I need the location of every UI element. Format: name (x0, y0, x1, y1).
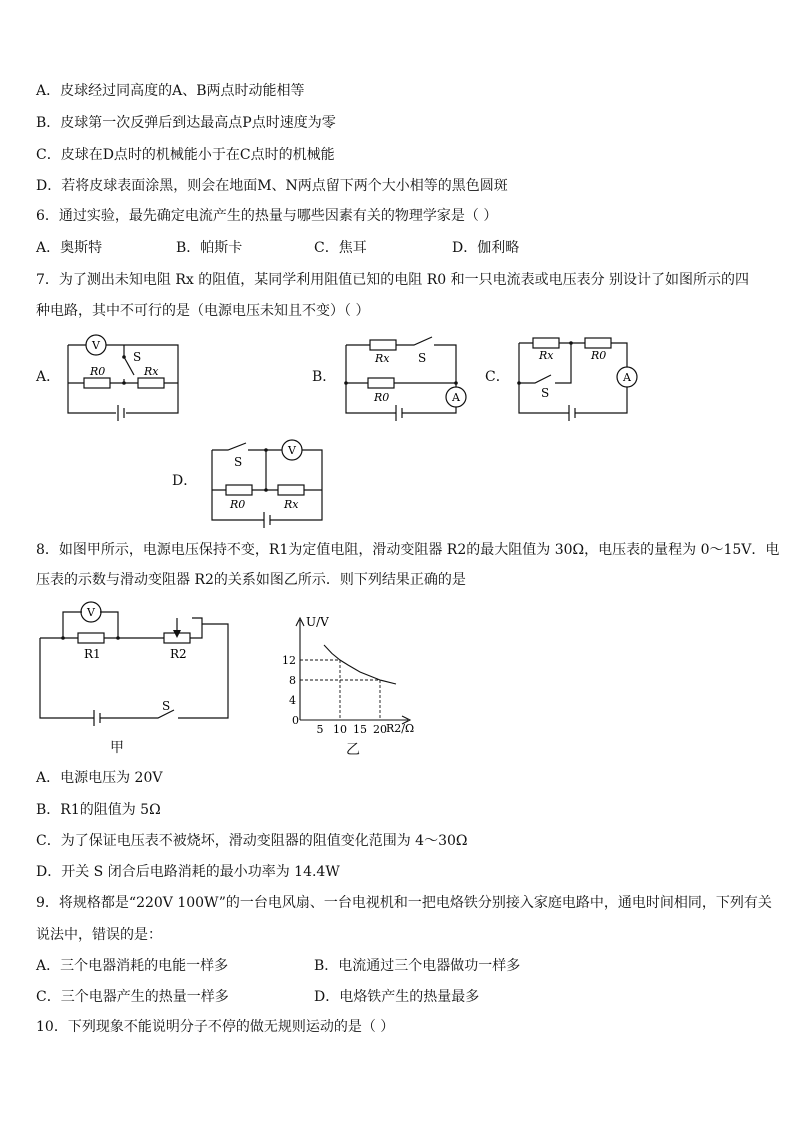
q8-voltmeter-symbol: V (87, 606, 95, 619)
q5-option-b: B．皮球第一次反弹后到达最高点P点时速度为零 (36, 115, 336, 131)
q5-option-c: C．皮球在D点时的机械能小于在C点时的机械能 (36, 147, 335, 163)
q7-circuit-c (515, 335, 640, 420)
q9-stem-line1: 9．将规格都是“220V 100W”的一台电风扇、一台电视机和一把电烙铁分别接入家庭电路中，通电时间相同，下列有关 (36, 895, 772, 911)
q7b-rx-label: Rx (375, 352, 390, 365)
q7c-rx-label: Rx (539, 349, 554, 362)
q7-label-b: B． (312, 369, 337, 385)
q8-curve-line (324, 645, 396, 684)
q8-x-tick-10: 10 (333, 723, 347, 736)
q8-y-tick-4: 4 (289, 694, 296, 707)
q6-option-c: C．焦耳 (314, 240, 367, 256)
q7c-switch-label: S (541, 386, 550, 400)
q8-r2-label: R2 (170, 647, 187, 661)
q8-stem-line2: 压表的示数与滑动变阻器 R2的关系如图乙所示．则下列结果正确的是 (36, 572, 466, 588)
q8-y-axis-label: U/V (306, 615, 329, 629)
q7b-switch-label: S (418, 351, 427, 365)
q8-x-axis-label: R2/Ω (386, 722, 415, 735)
q7c-r0-label: R0 (591, 349, 607, 362)
q8-circuit-jia (36, 598, 236, 728)
q7a-r0-label: R0 (90, 365, 106, 378)
q10-stem: 10．下列现象不能说明分子不停的做无规则运动的是（ ） (36, 1019, 395, 1035)
q7-stem-line2: 种电路，其中不可行的是（电源电压未知且不变）（ ） (36, 303, 370, 319)
q7b-ammeter-symbol: A (452, 391, 460, 404)
q7a-rx-label: Rx (144, 365, 159, 378)
q8-origin-label: 0 (292, 714, 299, 727)
q9-stem-line2: 说法中，错误的是： (36, 927, 162, 943)
q8-y-tick-12: 12 (282, 654, 296, 667)
q7d-voltmeter-symbol: V (288, 444, 296, 457)
q8-option-a: A．电源电压为 20V (36, 770, 163, 786)
q6-option-d: D．伽利略 (452, 240, 520, 256)
q8-guide-line-1 (300, 660, 340, 720)
q9-option-a: A．三个电器消耗的电能一样多 (36, 958, 229, 974)
q7-circuit-d (208, 440, 328, 530)
q5-option-a: A．皮球经过同高度的A、B两点时动能相等 (36, 83, 305, 99)
q8-option-d: D．开关 S 闭合后电路消耗的最小功率为 14.4W (36, 864, 340, 880)
q7b-r0-label: R0 (374, 391, 390, 404)
q5-option-d: D．若将皮球表面涂黑，则会在地面M、N两点留下两个大小相等的黑色圆斑 (36, 178, 508, 194)
q6-stem: 6．通过实验，最先确定电流产生的热量与哪些因素有关的物理学家是（ ） (36, 208, 498, 224)
q8-option-c: C．为了保证电压表不被烧坏，滑动变阻器的阻值变化范围为 4～30Ω (36, 833, 468, 849)
q8-y-tick-8: 8 (289, 674, 296, 687)
q8-option-b: B．R1的阻值为 5Ω (36, 802, 161, 818)
q8-x-tick-20: 20 (373, 723, 387, 736)
q7c-ammeter-symbol: A (623, 371, 631, 384)
q7-label-c: C． (485, 369, 510, 385)
q8-x-tick-15: 15 (353, 723, 367, 736)
q8-caption-yi: 乙 (346, 742, 360, 758)
q6-option-a: A．奥斯特 (36, 240, 103, 256)
q9-option-b: B．电流通过三个电器做功一样多 (314, 958, 521, 974)
q7-circuit-a (60, 335, 190, 420)
q8-graph-yi (280, 612, 430, 742)
q7a-voltmeter-symbol: V (92, 339, 100, 352)
q7d-switch-label: S (234, 455, 243, 469)
q7-circuit-b (340, 335, 465, 420)
q6-option-b: B．帕斯卡 (176, 240, 243, 256)
q7d-rx-label: Rx (284, 498, 299, 511)
q8-r1-label: R1 (84, 647, 101, 661)
q8-switch-label: S (162, 699, 171, 713)
q9-option-c: C．三个电器产生的热量一样多 (36, 989, 229, 1005)
q7d-r0-label: R0 (230, 498, 246, 511)
q7-label-d: D． (172, 473, 198, 489)
q8-stem-line1: 8．如图甲所示，电源电压保持不变，R1为定值电阻，滑动变阻器 R2的最大阻值为 30Ω，电压表的量程为 0～15V．电 (36, 542, 780, 558)
q7a-switch-label: S (133, 350, 142, 364)
q7-stem-line1: 7．为了测出未知电阻 Rx 的阻值，某同学利用阻值已知的电阻 R0 和一只电流表或电压表分 别设计了如图所示的四 (36, 272, 750, 288)
q7-label-a: A． (36, 369, 61, 385)
q8-x-tick-5: 5 (316, 723, 324, 736)
q9-option-d: D．电烙铁产生的热量最多 (314, 989, 480, 1005)
q8-caption-jia: 甲 (110, 740, 124, 756)
